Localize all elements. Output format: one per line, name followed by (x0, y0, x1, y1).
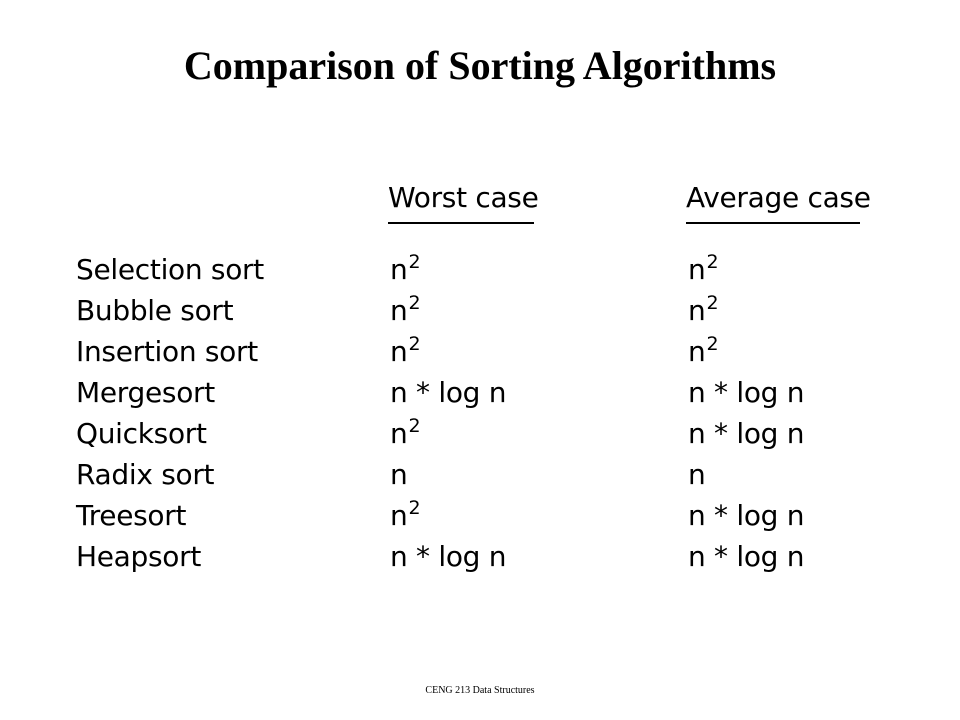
table-row (76, 250, 896, 291)
slide-footer: CENG 213 Data Structures (425, 685, 535, 696)
table-row (76, 496, 896, 537)
average-case-value: n (688, 458, 706, 491)
average-case-header (686, 178, 871, 226)
worst-case-value: n (390, 458, 408, 491)
average-case-value: $n^2$ (688, 292, 719, 327)
worst-case-header (388, 178, 539, 226)
worst-case-value: $n^2$ (390, 333, 421, 368)
average-case-value: $n^2$ (688, 333, 719, 368)
table-row (76, 332, 896, 373)
average-case-value: n * log n (688, 499, 805, 532)
table-row (76, 291, 896, 332)
average-case-header-label: Average case (686, 181, 871, 214)
average-case-value: n * log n (688, 376, 805, 409)
table-row (76, 455, 896, 496)
slide-title: Comparison of Sorting Algorithms (183, 43, 777, 88)
worst-case-header-underline (388, 222, 534, 224)
algorithm-name: Bubble sort (76, 294, 234, 327)
worst-case-value: n * log n (390, 540, 507, 573)
worst-case-value: $n^2$ (390, 415, 421, 450)
algorithm-name: Treesort (76, 499, 187, 532)
worst-case-value: n * log n (390, 376, 507, 409)
worst-case-value: $n^2$ (390, 251, 421, 286)
table-row (76, 414, 896, 455)
table-row (76, 537, 896, 578)
average-case-value: n * log n (688, 540, 805, 573)
worst-case-value: $n^2$ (390, 497, 421, 532)
worst-case-value: $n^2$ (390, 292, 421, 327)
algorithm-name: Mergesort (76, 376, 215, 409)
algorithm-name: Selection sort (76, 253, 264, 286)
average-case-value: $n^2$ (688, 251, 719, 286)
algorithm-name: Quicksort (76, 417, 207, 450)
algorithm-name: Radix sort (76, 458, 215, 491)
algorithm-name: Insertion sort (76, 335, 258, 368)
average-case-value: n * log n (688, 417, 805, 450)
table-row (76, 373, 896, 414)
algorithm-name: Heapsort (76, 540, 202, 573)
worst-case-header-label: Worst case (388, 181, 539, 214)
table-body (76, 250, 896, 578)
average-case-header-underline (686, 222, 860, 224)
